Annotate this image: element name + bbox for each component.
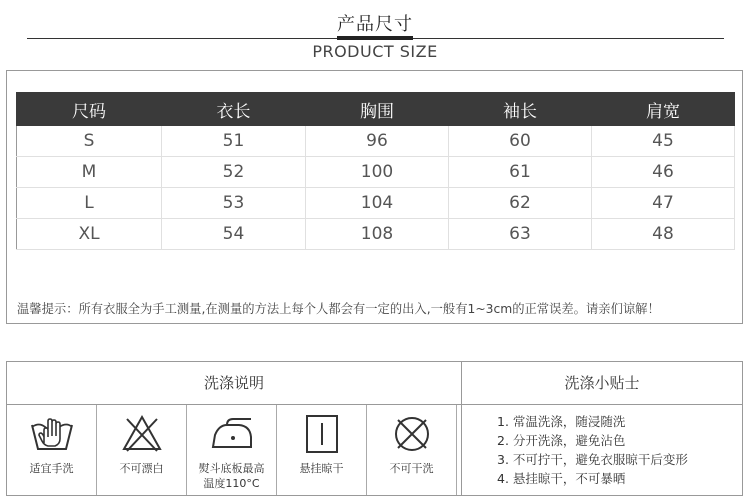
care-symbol-label	[187, 461, 276, 491]
care-symbol-no-dry-clean	[367, 405, 457, 495]
table-row	[17, 219, 735, 250]
table-cell: 96	[306, 126, 449, 157]
list-item: 4. 悬挂晾干，不可暴晒	[497, 471, 626, 486]
table-cell: 52	[162, 157, 306, 188]
care-symbol-label: 适宜手洗	[29, 462, 74, 475]
title-cn: 产品尺寸	[337, 14, 413, 35]
care-symbol-label-line: 温度110°C	[203, 477, 260, 490]
table-cell: 108	[306, 219, 449, 250]
measurement-tip: 温馨提示：所有衣服全为手工测量,在测量的方法上每个人都会有一定的出入,一般有1~3cm的正常误差。请亲们谅解！	[17, 302, 660, 316]
wash-tips-list	[497, 412, 688, 488]
table-cell: 54	[162, 219, 306, 250]
wash-tips-title: 洗涤小贴士	[564, 374, 640, 392]
table-cell: 104	[306, 188, 449, 219]
header	[0, 0, 750, 70]
no-dry-clean-icon	[389, 413, 435, 455]
hand-wash-icon	[29, 413, 75, 455]
table-cell: M	[17, 157, 162, 188]
list-item: 1. 常温洗涤，随浸随洗	[497, 414, 626, 429]
table-row	[17, 188, 735, 219]
table-cell: 46	[592, 157, 735, 188]
table-cell: 61	[449, 157, 592, 188]
table-cell: 45	[592, 126, 735, 157]
care-symbol-hang-dry	[277, 405, 367, 495]
size-panel	[6, 70, 743, 324]
table-cell: 48	[592, 219, 735, 250]
table-cell: 62	[449, 188, 592, 219]
size-table	[16, 92, 735, 250]
table-cell: L	[17, 188, 162, 219]
care-symbol-label: 不可漂白	[119, 462, 164, 475]
table-cell: 51	[162, 126, 306, 157]
care-symbol-label: 不可干洗	[389, 462, 434, 475]
column-header: 肩宽	[592, 93, 735, 126]
wash-instructions-title: 洗涤说明	[203, 374, 264, 392]
column-header: 袖长	[449, 93, 592, 126]
table-cell: 63	[449, 219, 592, 250]
column-header: 胸围	[306, 93, 449, 126]
care-symbol-label-line: 熨斗底板最高	[198, 462, 265, 475]
no-bleach-icon	[119, 413, 165, 455]
list-item: 2. 分开洗涤，避免沾色	[497, 433, 626, 448]
column-header: 衣长	[162, 93, 306, 126]
table-cell: 47	[592, 188, 735, 219]
iron-icon	[209, 413, 255, 455]
care-symbol-no-bleach	[97, 405, 187, 495]
care-symbol-label: 悬挂晾干	[299, 462, 344, 475]
table-cell: S	[17, 126, 162, 157]
care-panel	[6, 361, 743, 496]
hang-dry-icon	[299, 413, 345, 455]
title-en: PRODUCT SIZE	[312, 42, 438, 61]
table-cell: 53	[162, 188, 306, 219]
table-row	[17, 126, 735, 157]
table-cell: XL	[17, 219, 162, 250]
table-row	[17, 157, 735, 188]
column-header: 尺码	[17, 93, 162, 126]
care-symbol-hand-wash	[7, 405, 97, 495]
table-cell: 100	[306, 157, 449, 188]
care-symbol-iron	[187, 405, 277, 495]
header-rule-accent	[337, 36, 413, 40]
list-item: 3. 不可拧干，避免衣服晾干后变形	[497, 452, 688, 467]
table-cell: 60	[449, 126, 592, 157]
size-table-header	[17, 93, 735, 126]
